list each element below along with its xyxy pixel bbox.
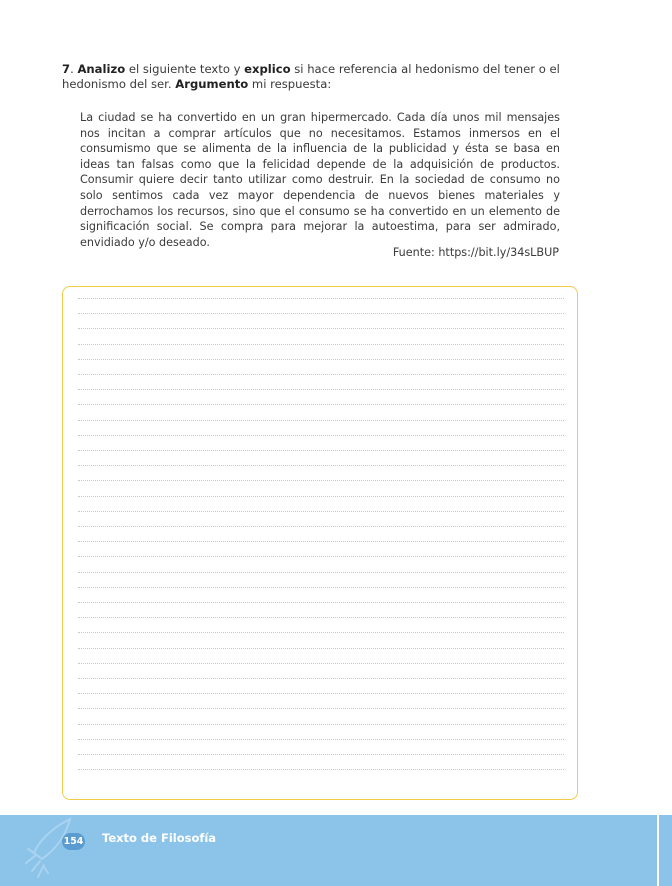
answer-line [78,328,564,329]
source-citation: Fuente: https://bit.ly/34sLBUP [392,246,559,259]
passage-text: La ciudad se ha convertido en un gran hipermercado. Cada día unos mil mensajes nos incitan a comprar artículos que no necesitamos. Estamos inmersos en el consumismo que se alimenta de la influencia de la publicidad y ésta se basa en ideas tan falsas como que la felicidad depende de la adquisición de productos. Consumir quiere decir tanto utilizar como destruir. En la sociedad de consumo no solo sentimos cada vez mayor dependencia de nuevos bienes materiales y derrochamos los recursos, sino que el consumo se ha convertido en un elemento de significación social. Se compra para mejorar la autoestima, para ser admirado, envidiado y/o deseado. [80,111,560,249]
question-verb-analizo: Analizo [77,62,126,76]
reading-passage [80,110,560,250]
answer-line [78,435,564,436]
book-title: Texto de Filosofía [102,831,217,845]
answer-line [78,617,564,618]
question-verb-explico: explico [244,62,291,76]
answer-line [78,298,564,299]
answer-line [78,648,564,649]
answer-line [78,374,564,375]
answer-line [78,632,564,633]
answer-line [78,769,564,770]
answer-line [78,420,564,421]
question-text-part2: si hace referencia al hedonismo del tener o el hedonismo del ser. [62,62,560,91]
answer-line [78,602,564,603]
question-prompt [62,62,588,91]
answer-line [78,313,564,314]
answer-line [78,572,564,573]
question-text-part3: mi respuesta: [248,76,332,91]
answer-line [78,450,564,451]
footer-right-strip [659,815,672,886]
answer-line [78,465,564,466]
answer-box[interactable] [62,286,578,800]
question-verb-argumento: Argumento [175,76,249,91]
answer-line [78,389,564,390]
answer-line [78,678,564,679]
answer-line [78,739,564,740]
answer-line [78,754,564,755]
answer-line [78,663,564,664]
answer-line [78,344,564,345]
answer-line [78,693,564,694]
question-number: 7 [62,62,71,76]
answer-line [78,526,564,527]
answer-line [78,724,564,725]
answer-line [78,496,564,497]
answer-line [78,587,564,588]
answer-line [78,556,564,557]
answer-line [78,404,564,405]
answer-line [78,541,564,542]
answer-line [78,480,564,481]
answer-line [78,511,564,512]
question-number-suffix: . [70,62,78,76]
answer-line [78,708,564,709]
rocket-decoration-icon [14,805,104,886]
question-text-part1: el siguiente texto y [125,62,245,76]
answer-line [78,359,564,360]
page-number-badge: 154 [62,833,85,850]
